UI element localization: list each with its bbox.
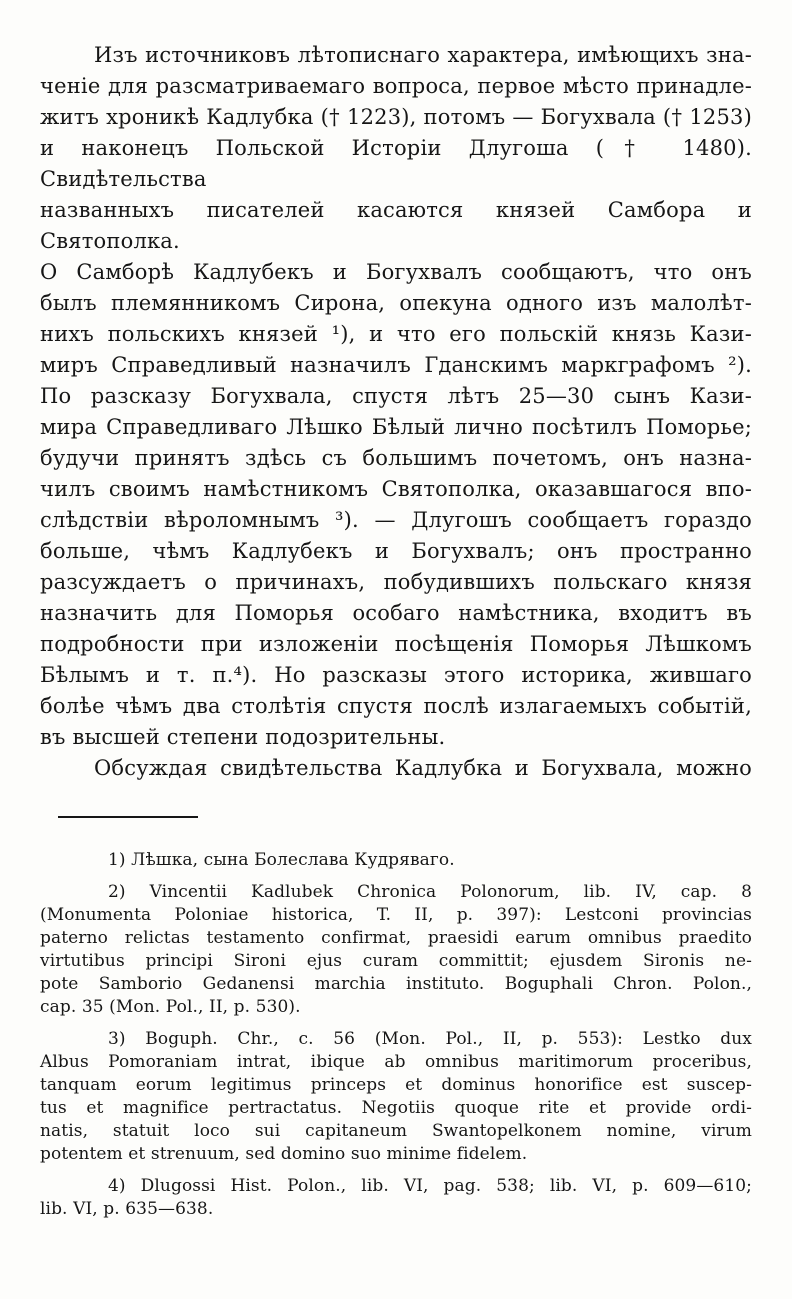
text-line: natis, statuit loco sui capitaneum Swantopelkonem nomine, virum <box>40 1121 752 1141</box>
text-line: болѣе чѣмъ два столѣтія спустя послѣ излагаемыхъ событій, <box>40 694 752 718</box>
text-line: и наконецъ Польской Исторіи Длугоша († 1480). Свидѣтельства <box>40 136 752 191</box>
text-line: tanquam eorum legitimus princeps et dominus honorifice est suscep- <box>40 1075 752 1095</box>
text-line: житъ хроникѣ Кадлубка († 1223), потомъ — Богухвала († 1253) <box>40 105 752 129</box>
text-line: чилъ своимъ намѣстникомъ Святополка, оказавшагося впо- <box>40 477 752 501</box>
text-line: Обсуждая свидѣтельства Кадлубка и Богухвала, можно <box>94 756 752 780</box>
text-line: paterno relictas testamento confirmat, praesidi earum omnibus praedito <box>40 928 752 948</box>
paragraph-2 <box>40 753 752 784</box>
footnotes-section <box>0 818 792 1221</box>
text-line: (Monumenta Poloniae historica, T. II, p. 397): Lestconi provincias <box>40 905 752 925</box>
text-line: слѣдствіи вѣроломнымъ ³). — Длугошъ сообщаетъ гораздо <box>40 508 752 532</box>
text-line: Albus Pomoraniam intrat, ibique ab omnibus maritimorum proceribus, <box>40 1052 752 1072</box>
text-line: cap. 35 (Mon. Pol., II, p. 530). <box>40 997 301 1017</box>
text-line: pote Samborio Gedanensi marchia instituto. Boguphali Chron. Polon., <box>40 974 752 994</box>
footnote-4 <box>40 1175 752 1221</box>
text-line: больше, чѣмъ Кадлубекъ и Богухвалъ; онъ пространно <box>40 539 752 563</box>
text-line: подробности при изложеніи посѣщенія Поморья Лѣшкомъ <box>40 632 752 656</box>
text-line: 4) Dlugossi Hist. Polon., lib. VI, pag. 538; lib. VI, p. 609—610; <box>108 1176 752 1196</box>
text-line: potentem et strenuum, sed domino suo minime fidelem. <box>40 1144 528 1164</box>
text-line: lib. VI, p. 635—638. <box>40 1199 214 1219</box>
paragraph-1 <box>40 40 752 753</box>
text-line: tus et magnifice pertractatus. Negotiis quoque rite et provide ordi- <box>40 1098 752 1118</box>
footnote-2 <box>40 881 752 1019</box>
text-line: мира Справедливаго Лѣшко Бѣлый лично посѣтилъ Поморье; <box>40 415 752 439</box>
text-line: разсуждаетъ о причинахъ, побудившихъ польскаго князя <box>40 570 752 594</box>
text-line: былъ племянникомъ Сирона, опекуна одного изъ малолѣт- <box>40 291 752 315</box>
text-line: нихъ польскихъ князей ¹), и что его польскій князь Кази- <box>40 322 752 346</box>
text-line: 2) Vincentii Kadlubek Chronica Polonorum, lib. IV, cap. 8 <box>108 882 752 902</box>
footnote-3 <box>40 1028 752 1166</box>
text-line: О Самборѣ Кадлубекъ и Богухвалъ сообщаютъ, что онъ <box>40 260 752 284</box>
text-line: virtutibus principi Sironi ejus curam committit; ejusdem Sironis ne- <box>40 951 752 971</box>
text-line: 3) Boguph. Chr., c. 56 (Mon. Pol., II, p. 553): Lestko dux <box>108 1029 752 1049</box>
text-line: въ высшей степени подозрительны. <box>40 725 446 749</box>
text-line: По разсказу Богухвала, спустя лѣтъ 25—30 сынъ Кази- <box>40 384 752 408</box>
footnote-1 <box>40 849 752 872</box>
text-line: будучи принятъ здѣсь съ большимъ почетомъ, онъ назна- <box>40 446 752 470</box>
text-line: Изъ источниковъ лѣтописнаго характера, имѣющихъ зна- <box>94 43 752 67</box>
text-line: ченіе для разсматриваемаго вопроса, первое мѣсто принадле- <box>40 74 752 98</box>
text-line: 1) Лѣшка, сына Болеслава Кудряваго. <box>108 850 455 870</box>
text-line: Бѣлымъ и т. п.⁴). Но разсказы этого историка, жившаго <box>40 663 752 687</box>
text-line: миръ Справедливый назначилъ Гданскимъ маркграфомъ ²). <box>40 353 752 377</box>
text-line: названныхъ писателей касаются князей Самбора и Святополка. <box>40 198 752 253</box>
text-line: назначить для Поморья особаго намѣстника, входитъ въ <box>40 601 752 625</box>
